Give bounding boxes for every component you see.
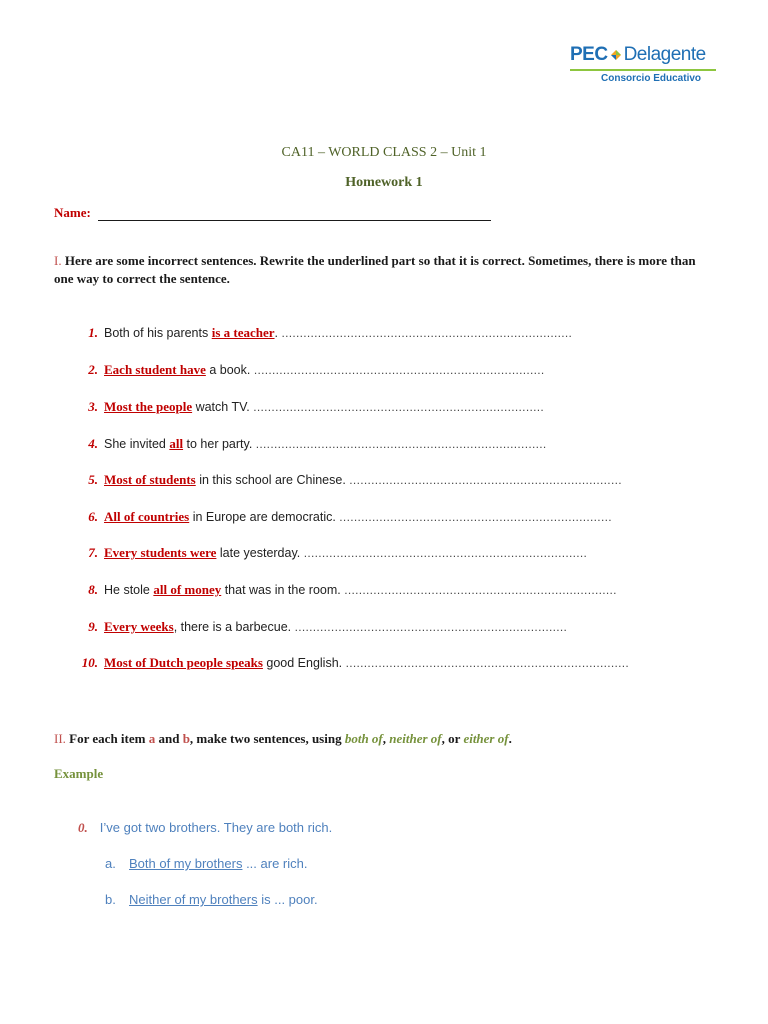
name-label: Name: <box>54 205 91 220</box>
item-error-phrase: is a teacher <box>211 325 275 340</box>
item-error-phrase: Each student have <box>104 362 206 377</box>
item-error-phrase: Most of students <box>104 472 196 487</box>
item-number: 3. <box>88 399 98 414</box>
example-number: 0. <box>78 820 88 835</box>
item-number: 1. <box>88 325 98 340</box>
item-error-phrase: Every students were <box>104 545 217 560</box>
item-text-after: that was in the room. <box>221 583 345 597</box>
item-number: 5. <box>88 472 98 487</box>
answer-dots[interactable]: ........................................................................... <box>344 583 617 597</box>
logo-underline <box>570 69 716 71</box>
item-error-phrase: Most of Dutch people speaks <box>104 655 263 670</box>
exercise-item <box>70 655 629 671</box>
section-2-number: II. <box>54 731 66 746</box>
answer-dots[interactable]: ................................................................................ <box>281 326 573 340</box>
logo-pec-text: PEC <box>570 44 608 65</box>
keyword-both-of: both of <box>344 731 383 746</box>
item-error-phrase: Every weeks <box>104 619 174 634</box>
example-sentence-text: I’ve got two brothers. They are both rich. <box>99 820 333 835</box>
section-2-instructions <box>54 730 704 748</box>
name-field <box>54 205 491 221</box>
answer-dots[interactable]: ................................................................................ <box>253 400 544 414</box>
answer-dots[interactable]: ........................................................................... <box>339 510 612 524</box>
answer-dots[interactable]: .............................................................................. <box>345 656 630 670</box>
example-heading: Example <box>54 766 104 781</box>
item-number: 10. <box>81 655 98 670</box>
logo-subtitle: Consorcio Educativo <box>601 73 702 84</box>
section-2-text: , make two sentences, using <box>189 731 345 746</box>
section-2-text: , or <box>441 731 464 746</box>
item-number: 6. <box>88 509 98 524</box>
example-letter-a: a. <box>105 856 116 871</box>
section-1-instructions <box>54 252 704 288</box>
exercise-item <box>70 509 612 525</box>
keyword-neither-of: neither of <box>389 731 442 746</box>
item-text-before: He stole <box>104 583 154 597</box>
item-number: 9. <box>88 619 98 634</box>
item-error-phrase: all <box>169 436 184 451</box>
item-text-after: watch TV. <box>192 400 254 414</box>
item-number: 7. <box>88 545 98 560</box>
answer-dots[interactable]: ........................................................................... <box>294 620 568 634</box>
item-error-phrase: All of countries <box>104 509 190 524</box>
exercise-item <box>70 399 544 415</box>
item-text-after: a book. <box>205 363 254 377</box>
pec-delagente-logo <box>570 44 720 88</box>
exercise-item <box>70 362 545 378</box>
item-number: 4. <box>88 436 98 451</box>
item-letter-a: a <box>148 731 156 746</box>
keyword-either-of: either of <box>463 731 509 746</box>
exercise-item <box>70 472 622 488</box>
document-subtitle: Homework 1 <box>345 175 423 190</box>
answer-dots[interactable]: ................................................................................ <box>255 437 547 451</box>
item-number: 8. <box>88 582 98 597</box>
item-text-before: She invited <box>104 437 170 451</box>
section-2-text: For each item <box>65 731 149 746</box>
exercise-item <box>70 436 547 452</box>
name-blank-line[interactable] <box>98 208 491 221</box>
item-text-after: . <box>274 326 282 340</box>
answer-dots[interactable]: ........................................................................... <box>349 473 622 487</box>
section-2-text: , <box>382 731 390 746</box>
answer-dots[interactable]: ................................................................................ <box>253 363 545 377</box>
exercise-item <box>70 582 617 598</box>
example-a-rest: ... are rich. <box>242 856 308 871</box>
item-text-before: Both of his parents <box>104 326 212 340</box>
item-text-after: , there is a barbecue. <box>173 620 295 634</box>
item-error-phrase: Most the people <box>104 399 193 414</box>
item-text-after: to her party. <box>183 437 256 451</box>
item-text-after: in Europe are democratic. <box>189 510 340 524</box>
example-sentence <box>78 820 332 836</box>
example-b-rest: is ... poor. <box>257 892 318 907</box>
item-error-phrase: all of money <box>153 582 222 597</box>
item-letter-b: b <box>182 731 190 746</box>
logo-leaf-icon <box>609 48 623 62</box>
example-a-underlined: Both of my brothers <box>129 856 243 871</box>
item-number: 2. <box>88 362 98 377</box>
example-b-underlined: Neither of my brothers <box>129 892 258 907</box>
item-text-after: late yesterday. <box>216 546 304 560</box>
item-text-after: good English. <box>262 656 346 670</box>
section-2-text: and <box>155 731 183 746</box>
example-answer-b <box>105 892 318 907</box>
section-1-number: I. <box>54 253 62 268</box>
answer-dots[interactable]: .............................................................................. <box>303 546 588 560</box>
document-title: CA11 – WORLD CLASS 2 – Unit 1 <box>281 145 487 160</box>
example-answer-a <box>105 856 307 871</box>
item-text-after: in this school are Chinese. <box>195 473 350 487</box>
section-1-text: Here are some incorrect sentences. Rewrite the underlined part so that it is correct. Sometimes, there is more than one way to correct the sentence. <box>54 253 696 286</box>
section-2-text: . <box>508 731 512 746</box>
logo-delagente-text: Delagente <box>623 44 706 65</box>
example-letter-b: b. <box>105 892 116 907</box>
exercise-item <box>70 325 572 341</box>
exercise-item <box>70 545 587 561</box>
exercise-item <box>70 619 567 635</box>
